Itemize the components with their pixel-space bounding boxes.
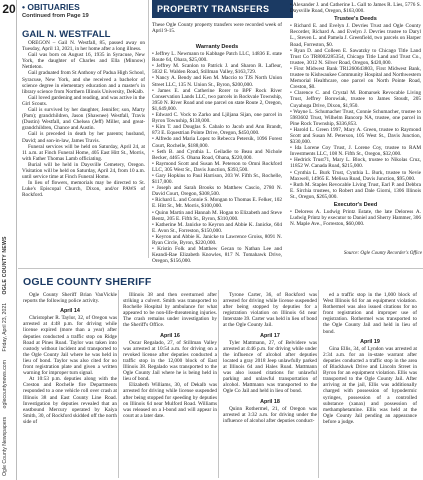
- side-strip: [0, 0, 17, 480]
- sheriff-title: OGLE COUNTY SHERIFF: [23, 276, 152, 288]
- executors-deed-heading: Executor's Deed: [333, 202, 378, 208]
- issue-date: Friday, April 23, 2021: [2, 302, 8, 352]
- transfer-entry: • James E. and Catherine Rorer to BPF Rock River Conservation Lands LLC, two parcels in Rockvale Township, 3950 N. River Road and one parcel on state Route 2, Oregon, $1,649,000.: [152, 87, 282, 112]
- transfer-entry: • Joseph and Sarah Brooks to Matthew Cascio, 2780 N. David Court, Oregon, $308,500.: [152, 185, 282, 198]
- transfer-entry: • Ruth M. Staples Revocable Living Trust, Earl P. and Debbra E. Sirchia trustees, to Robert and Dale Giorni, 1306 Illinois St., Oregon, $265,000.: [290, 181, 421, 200]
- page-number: 20: [2, 2, 16, 16]
- report-paragraph: At 10:53 p.m. deputies along with the Creston and Rochelle fire Departments responded to a one vehicle roll over crash at Illinois 38 and East County Line Road. Investigation by deputies revealed that an eastbound Mercury operated by Kaiya Smith, 30, of Rockford skidded off the north side of: [23, 376, 117, 425]
- transfer-entry: • Jeffrey M. Scanlon to Patrick J. and Sharon R. Lafleur, 5032 E. Walden Road, Stillman Valley, $163,729.: [152, 63, 282, 76]
- property-transfers-column-2: [290, 2, 421, 227]
- transfer-entry: • Keyron and Abbie K. Janicke to Lawrence Groiss, 8091 N. Ryan Circle, Byron, $220,000.: [152, 233, 282, 246]
- column-divider: [148, 0, 149, 258]
- property-transfers-column-1: [152, 42, 282, 264]
- trustees-deeds-list: [290, 23, 421, 200]
- top-section: [22, 0, 422, 263]
- report-paragraph: Elizabeth Williams, 30, of Dekalb was arrested for driving while license suspended after being stopped for speeding by deputies on Illinois 64 near Mulford Road. Williams was released on a I-bond and will appear in court at a later date.: [123, 382, 217, 419]
- report-date: April 14: [60, 308, 80, 315]
- transfer-entry: • Hedrick Trust71, Mary L. Block, trustee to Nikolas Cruz, 11852 W. Canada Road, $215,000.: [290, 157, 421, 170]
- report-paragraph: Tyrone Carter, 36, of Rockford was arrested for driving while license suspended after being stopped by deputies for a registration violation on Illinois 64 near Interstate 39. Carter was held in lieu of bond at the Ogle County Jail.: [223, 292, 317, 329]
- column-divider: [118, 290, 119, 478]
- publication-name: Ogle County Newspapers: [2, 416, 8, 476]
- transfer-entry: • Kim T. and Douglas S. Cabalo to Jacob and Ann Brandt, 873 E. Equestrian Pointe Drive, Oregon, $450,000.: [152, 124, 282, 137]
- obituary-paragraph: Gail loved gardening and reading, and was active in the Girl Scouts.: [22, 94, 145, 107]
- transfer-entry: • Alfredo and Maria Lopez to Rebecca Petersik, 1096 Forest Court, Rochelle, $188,000.: [152, 136, 282, 149]
- transfer-entry: • Richard E. and Evelyn J. Devries Trust and Ogle County Recorder, Richard A. and Evelyn J. Devries trustee to Daryl L., Steven L. and Pamela J. Greenfield, two parcels on Harper Road, Forreston, $0.: [290, 23, 421, 48]
- obituary-paragraph: Gail is survived by her daughter, Jennifer; son, Marty (Pam); grandchildren, Jason (Shawnee) Westfall, Travis (Dustin) Westfall, and Chelsea (Jeff) Miller, and great-grandchildren, Chance and Austin.: [22, 107, 145, 132]
- obituary-body: [22, 40, 145, 198]
- sheriff-column: [23, 292, 117, 425]
- report-date: April 18: [260, 398, 280, 405]
- obituary-paragraph: Burial will be held in Daysville Cemetery, Oregon. Visitation will be held on Saturday, April 24, from 10 a.m. until service time at Finch Funeral Home.: [22, 161, 145, 181]
- obituaries-column: [22, 0, 145, 198]
- obituary-paragraph: Funeral services will be held on Saturday, April 24, at 11 a.m. at Finch Funeral Home, 405 East Hitt St., Morris, with Father Thomas Lamb officiating.: [22, 143, 145, 162]
- side-header: [2, 36, 8, 476]
- trustees-deeds-heading: Trustee's Deeds: [334, 16, 377, 23]
- transfer-entry: • Clarence C. and Crystal M. Bomarsek Revocable Living Trust, Jeffrey Borowiak, trustee to James Stoudt, 205 Cuyahoga Drive, Dixon, $1,950.: [290, 90, 421, 109]
- obituary-paragraph: Gail is preceded in death by her parents; husband, David; and son-in-law, James Travis.: [22, 131, 145, 144]
- continued-note: Continued from Page 19: [22, 13, 89, 19]
- transfer-entry: • Quinn Martin and Hannah M. Hogan to Elizabeth and Steve Bentz, 205 E. Fifth St., Byron, $310,000.: [152, 209, 282, 222]
- property-transfers-intro: These Ogle County property transfers were recorded week of April 9-15.: [152, 22, 282, 35]
- executors-deed-list: [290, 209, 421, 227]
- report-paragraph: Christopher R. Taylor, 32, of Oregon was arrested at 4:48 p.m. for driving while license expired (more than a year) after deputies conducted a traffic stop on Ridge Road at Pines Road. Taylor was taken into custody without incident and transported to the Ogle County Jail where he was held in lieu of bond. Taylor was also cited for no front registration plate and given a written warning for improper turn signal.: [23, 315, 117, 377]
- report-paragraph: ed a traffic stop in the 1,000 block of West Illinois 64 for an equipment violation. Rothermel was also issued citations for no front registration and improper use of registration. Rothermel was transported to the Ogle County Jail and held in lieu of bond.: [323, 292, 417, 335]
- obituaries-label: • OBITUARIES: [22, 2, 80, 12]
- transfer-entry: • Ryan D. and Colleen E. Sawatzky to Chicago Title Land Trust Co TR8002285354, Chicago Title Land and Trust Co., trustee, 3012 N. Silver Road, Oregon, $420,000.: [290, 47, 421, 66]
- transfer-entry: • Gary Hopkins to Paul Harrison, 203 W. Fifth St., Rochelle, $117,000.: [152, 172, 282, 186]
- transfer-entry: • Ida Lorene Coy Trust, J. Lorene Coy, trustee to RAM Investments LLC, 108 N. Fifth St., Oregon, $32,000.: [290, 145, 421, 158]
- transfer-entry: • Jeffrey L. Newmann to Kabbage Patch LLC, 14836 E. state Route 64, Ohara, $25,000.: [152, 51, 282, 64]
- property-transfers-banner: PROPERTY TRANSFERS: [152, 0, 293, 18]
- transfer-entry: • Edward C. Vock to Zarko and Ljiljana Sijan, one parcel in Byron Township, $138,000.: [152, 112, 282, 125]
- transfer-entry: • Deloress A. Ludwig Printz Estate, the late Deloress A. Ludwig Printz by executor to Daniel and Sherry Hammer, 306 N. Maple Ave., Forreston, $60,000.: [290, 209, 422, 228]
- column-divider: [218, 290, 219, 478]
- sheriff-column: [323, 292, 417, 425]
- column-divider: [318, 290, 319, 478]
- obituary-name: GAIL N. WESTFALL: [22, 29, 111, 40]
- report-date: April 17: [260, 332, 280, 339]
- report-paragraph: Quinn Rothermel, 21, of Oregon was arrested at 3:32 a.m. for driving under the influence of alcohol after deputies conduct-: [223, 405, 317, 424]
- report-paragraph: Illinois 38 and then overturned after striking a culvert. Smith was transported to Rochelle Hospital by ambulance for what appeared to be non-life-threatening injuries. The crash remains under investigation by the Sheriff's Office.: [123, 292, 217, 329]
- transfer-entry: • Alexander J. and Catherine L. Gall to James R. Lies, 5776 S. Daysville Road, Oregon, $163,000.: [290, 2, 421, 15]
- transfer-entry: • Kristin Folk and Matthew Gecan to Nathan Lee and Keandi-Rae Elizabeth Knowles, 817 N. Tomahawk Drive, Oregon, $156,000.: [152, 246, 282, 265]
- transfer-entry: • Cynthia L. Burk Trust, Cynthia L. Burk, trustee to Nevie Maxwell, 14965 E. Melissa Road, Davis Junction, $95,000.: [290, 169, 421, 182]
- transfer-entry: • First Midwest Bank TR1260643803, First Midwest Bank, trustee to Kishwaukee Community Hospital and Northwestern Memorial Healthcare, one parcel on North Pointe Road, Creston, $0.: [290, 65, 421, 91]
- sheriff-column: [223, 292, 317, 424]
- report-date: April 16: [160, 332, 180, 339]
- warranty-deeds-list: [152, 51, 282, 264]
- report-date: April 19: [360, 338, 380, 345]
- report-paragraph: Ogle County Sheriff Brian VanVickle reports the following police activity.: [23, 292, 117, 305]
- transfer-entry: • Richard L. and Connie S. Mongan to Thomas E. Felker, 102 E. Hitt St., Mt. Morris, $100,000.: [152, 197, 282, 210]
- transfer-entry: • Seth B. and Cynthia L. Geiladie to Beau and Nichole Becker, 4465 S. Ohana Road, Ohana, $220,000.: [152, 148, 282, 161]
- website: oglecountynews.com: [2, 359, 8, 409]
- sheriff-column: [123, 292, 217, 419]
- transfer-entry: • Wayne L. Schumacher Trust, Connie Schumacher, trustee to 5983602 Trust, Wilhelm Bancorp NA, trustee, one parcel in Pine Rock Township, $336,853.: [290, 108, 421, 127]
- transfer-entry: • Nancy A. Bendy and Ken M. Maccio to TJS North Union Street LLC, 135 N. Union St., Byron, $200,000.: [152, 75, 282, 88]
- source-credit: Source: Ogle County Recorder's Office: [343, 251, 422, 256]
- warranty-deeds-continued: [290, 2, 421, 14]
- obituary-paragraph: OREGON – Gail N. Westfall, 85, passed away on Tuesday, April 13, 2021, in her home after a long illness.: [22, 40, 145, 53]
- report-paragraph: Oscar Regalado, 27, of Stillman Valley was arrested at 10:54 a.m. for driving on a revoked license after deputies conducted a traffic stop in the 12,000 block of East Illinois 38. Regalado was transported to the Ogle County Jail where he is being held in lieu of bond.: [123, 339, 217, 383]
- transfer-entry: • Raymond Scott and Susan M. Peterson to Omni Rockford LLC, 305 West St., Davis Junction, $393,500.: [152, 160, 282, 173]
- warranty-deeds-heading: Warranty Deeds: [195, 44, 239, 50]
- report-paragraph: Tyler Mattmann, 27, of Belvidere was arrested at 4:46 p.m. for driving while under the influence of alcohol after deputies located a gray 2018 Jeep unlawfully parked at Illinois 64 and Hales Road. Mattmann was also issued citations for unlawful parking and unlawful transportation of alcohol. Mattmann was transported to the Ogle Co Jail and held in lieu of bond.: [223, 339, 317, 395]
- obituary-paragraph: Gail graduated from St Anthony of Padua High School, Syracuse, New York, and she received a bachelor of science degree in elementary education and a master's in library science from Northern Illinois University, DeKalb.: [22, 70, 145, 95]
- report-paragraph: Gina Ellis, 34, of Lyndon was arrested at 2:34 a.m. for an in-state warrant after deputies conducted a traffic stop in the area of Blackhawk Drive and Lincoln Street in Byron for an equipment violation. Ellis was transported to the Ogle County Jail. After arriving at the jail, Ellis was additionally charged with possession of hypodermic syringes, possession of a controlled substance (xanax) and possession of methamphetamine. Ellis was held at the Ogle County Jail pending an appearance before a judge.: [323, 345, 417, 425]
- section-divider: [18, 268, 423, 269]
- obituary-paragraph: In lieu of flowers, memorials may be directed to St. Luke's Episcopal Church, Dixon, and/or PAWS of Rockford.: [22, 180, 145, 199]
- transfer-entry: • Katherine M. Janicke to Keyron and Abbie K. Janicke, 604 E. Avon St., Forreston, $150,000.: [152, 221, 282, 234]
- obituary-paragraph: Gail was born on August 16, 1935 in Syracuse, New York, the daughter of Charles and Ella (Minnow) Nettleton.: [22, 52, 145, 71]
- section-name: OGLE COUNTY NEWS: [2, 236, 8, 295]
- transfer-entry: • Harold L. Green 1997, Mary A. Green, trustee to Raymond Scott and Susan M. Peterson, 105 West St., Davis Junction, $330,000.: [290, 126, 421, 146]
